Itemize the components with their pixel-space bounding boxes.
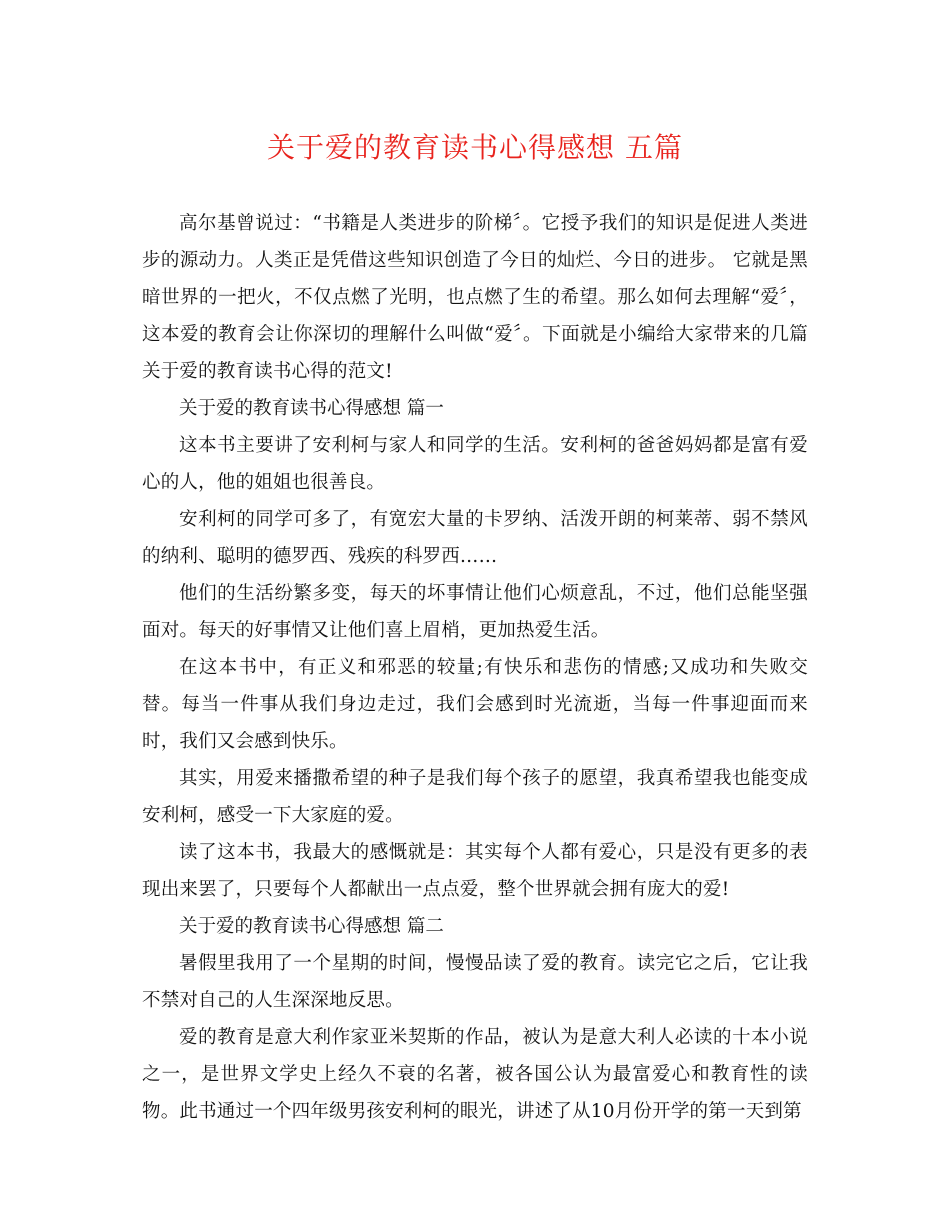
section-heading-1: 关于爱的教育读书心得感想 篇一 [179,398,444,419]
paragraph: 安利柯的同学可多了，有宽宏大量的卡罗纳、活泼开朗的柯莱蒂、弱不禁风的纳利、聪明的德罗西、残疾的科罗西…… [142,509,808,567]
paragraph: 他们的生活纷繁多变，每天的坏事情让他们心烦意乱，不过，他们总能坚强面对。每天的好事情又让他们喜上眉梢，更加热爱生活。 [142,583,808,641]
paragraph: 其实，用爱来播撒希望的种子是我们每个孩子的愿望，我真希望我也能变成安利柯，感受一下大家庭的爱。 [142,768,808,826]
paragraph: 暑假里我用了一个星期的时间，慢慢品读了爱的教育。读完它之后，它让我不禁对自己的人生深深地反思。 [142,953,808,1011]
document-title: 关于爱的教育读书心得感想 五篇 [267,131,683,164]
document-body [142,205,808,1130]
intro-paragraph: 高尔基曾说过：“书籍是人类进步的阶梯〞。它授予我们的知识是促进人类进步的源动力。人类正是凭借这些知识创造了今日的灿烂、今日的进步。 它就是黑暗世界的一把火，不仅点燃了光明，也点燃了生的希望。那么如何去理解“爱〞，这本爱的教育会让你深切的理解什么叫做“爱〞。下面就是小编给大家带来的几篇关于爱的教育读书心得的范文! [142,213,808,382]
paragraph: 读了这本书，我最大的感慨就是：其实每个人都有爱心，只是没有更多的表现出来罢了，只要每个人都献出一点点爱，整个世界就会拥有庞大的爱! [142,842,808,900]
paragraph: 在这本书中，有正义和邪恶的较量;有快乐和悲伤的情感;又成功和失败交替。每当一件事从我们身边走过，我们会感到时光流逝，当每一件事迎面而来时，我们又会感到快乐。 [142,657,808,752]
paragraph: 爱的教育是意大利作家亚米契斯的作品，被认为是意大利人必读的十本小说之一，是世界文学史上经久不衰的名著，被各国公认为最富爱心和教育性的读物。此书通过一个四年级男孩安利柯的眼光，讲述了从10月份开学的第一天到第 [142,1027,808,1122]
paragraph: 这本书主要讲了安利柯与家人和同学的生活。安利柯的爸爸妈妈都是富有爱心的人，他的姐姐也很善良。 [142,435,808,493]
section-heading-2: 关于爱的教育读书心得感想 篇二 [179,916,444,937]
